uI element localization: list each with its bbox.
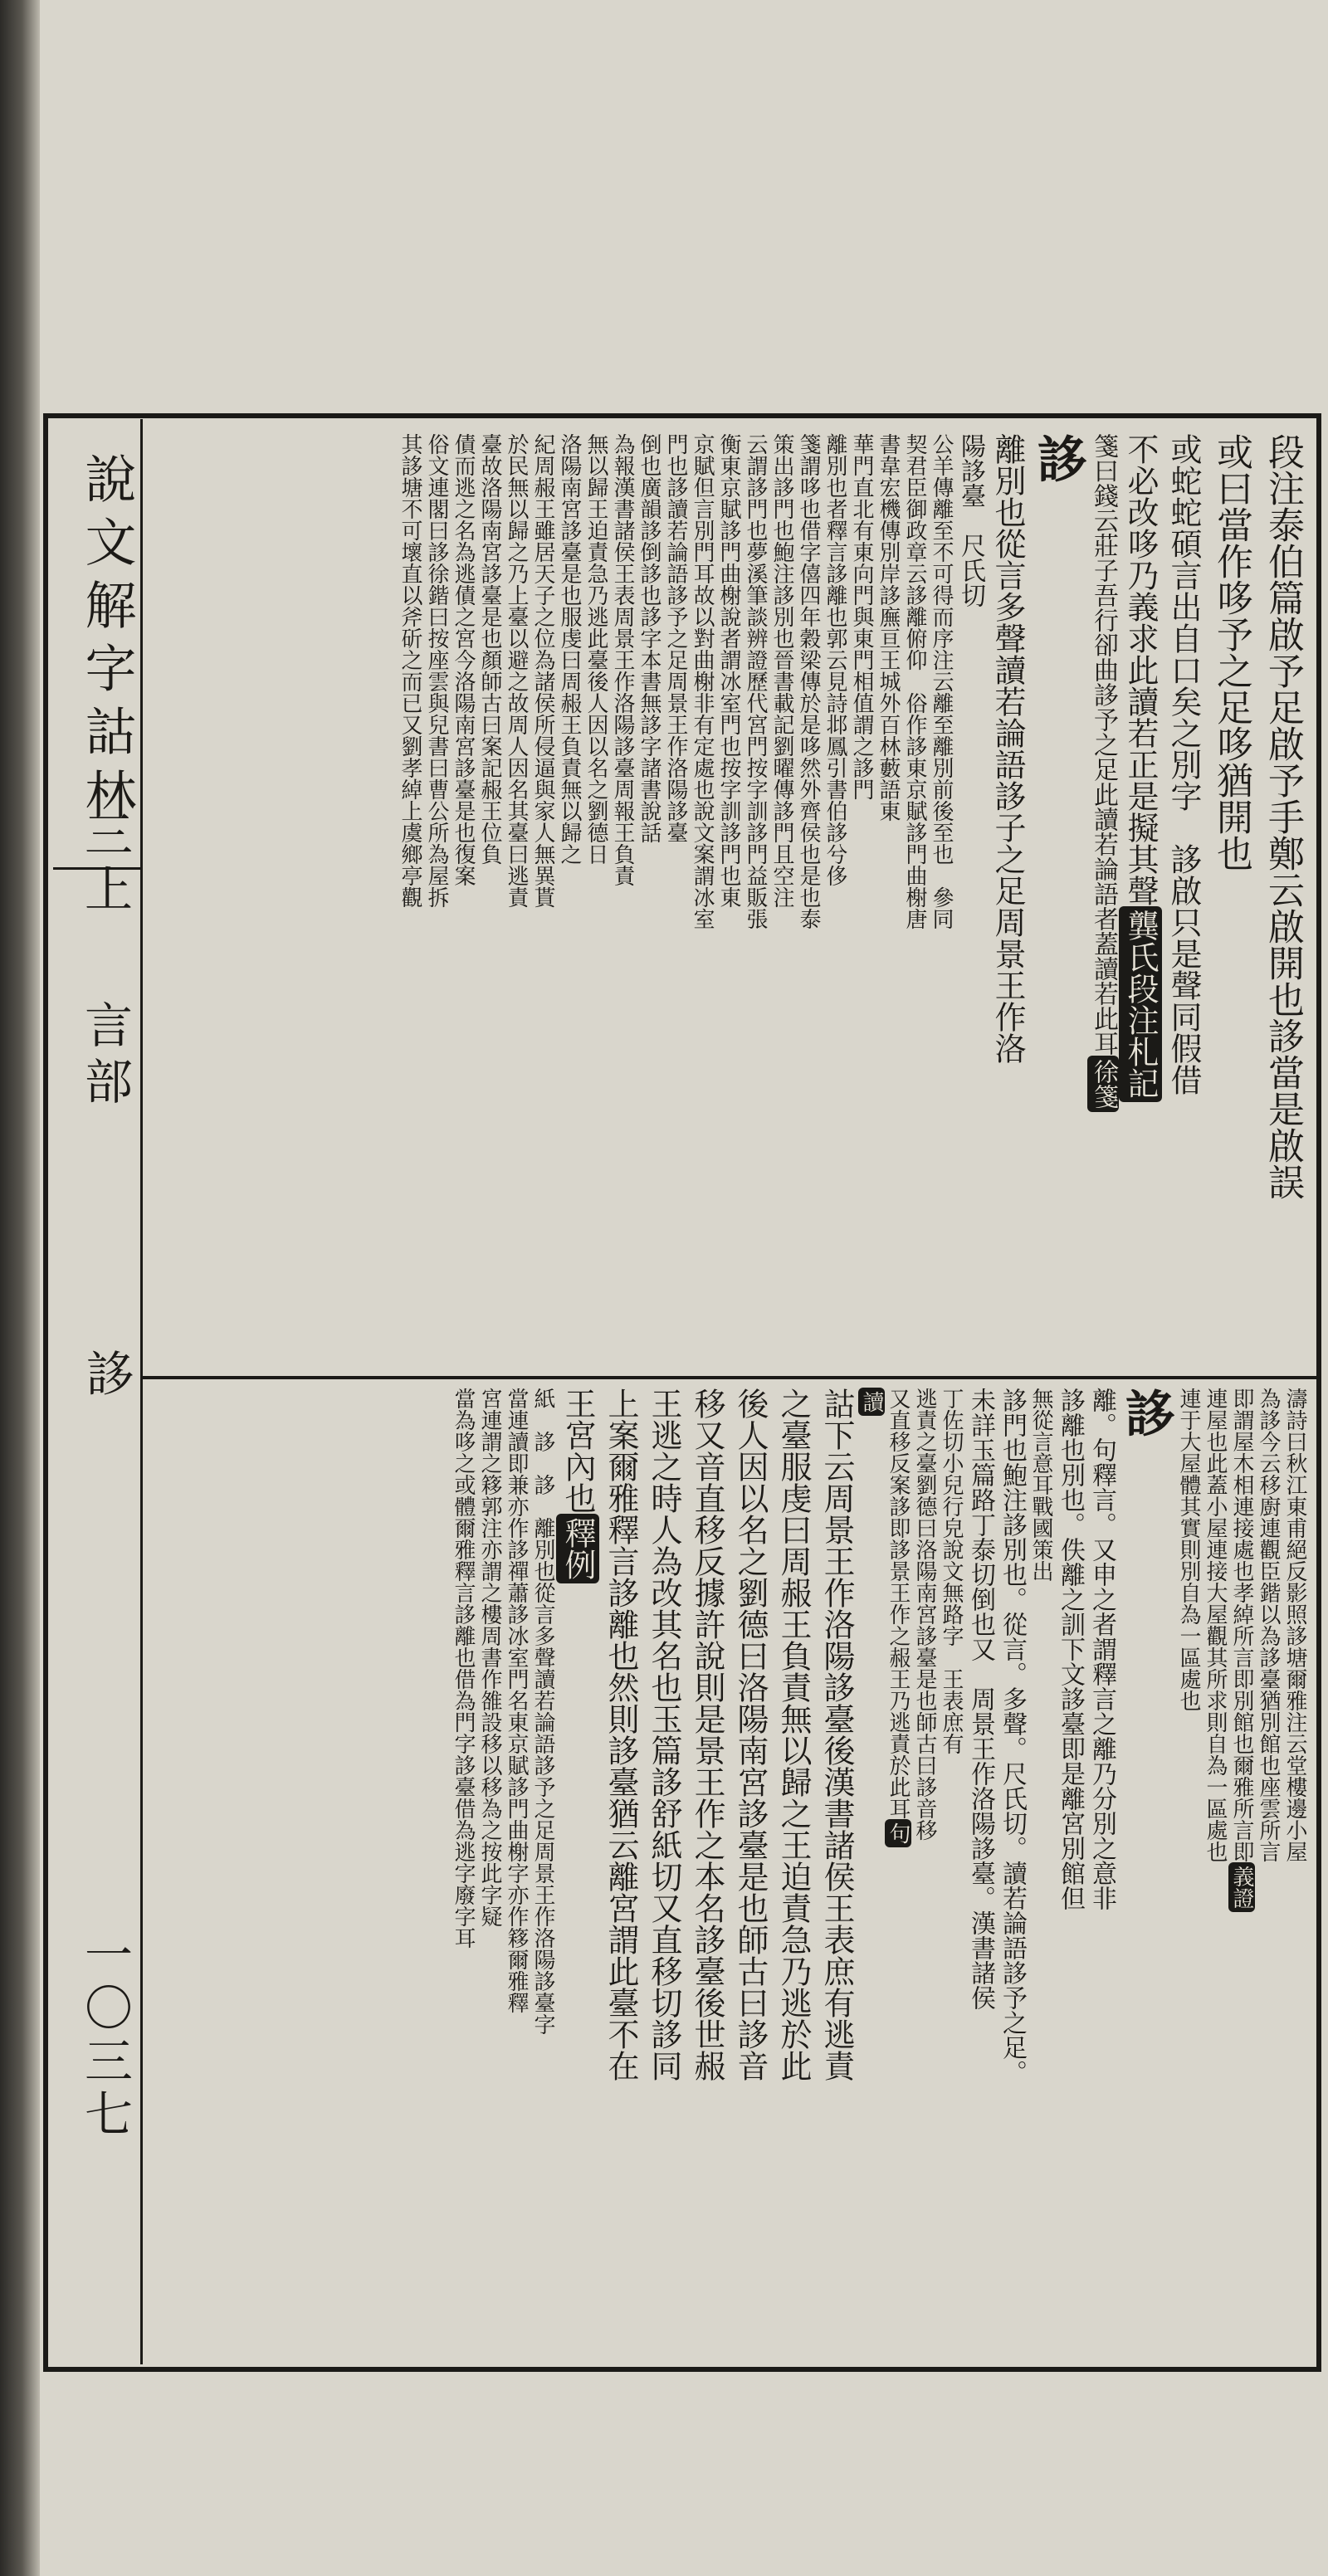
column-text: 為報漢書諸侯王表周景王作洛陽誃臺周報王負責 (610, 433, 635, 886)
column-text: 誃離也別也。佚離之訓下文誃臺即是離宮別館但 (1056, 1388, 1085, 1910)
text-column (1086, 1388, 1117, 1910)
column-text: 當連讀即兼亦作誃禪蕭誃冰室門名東京賦誃門曲榭字亦作簃爾雅釋 (504, 1388, 529, 2013)
column-text: 箋曰錢云莊子吾行卻曲誃予之足此讀若論語者蓋讀若此耳 (1089, 433, 1118, 1056)
text-column (858, 1388, 885, 1416)
column-text: 俗文連閣曰誃徐鍇曰按座雲與兒書曰曹公所為屋拆 (424, 433, 449, 908)
column-text: 臺故洛陽南宮誃臺是也顏師古曰案記赧王位負 (477, 433, 502, 865)
text-column (901, 433, 928, 929)
column-text: 誃門也鮑注誃別也。從言。多聲。尺氏切。讀若論語誃予之足。 (998, 1388, 1027, 2085)
column-text: 云謂誃門也夢溪筆談辨證歷代宮門按字訓誃門益販張 (743, 433, 768, 929)
text-column (1162, 433, 1205, 1095)
column-text: 後人因以名之劉德曰洛陽南宮誃臺是也師古曰誃音 (732, 1388, 769, 2081)
column-text: 離。句釋言。又申之者謂釋言之離乃分別之意非 (1087, 1388, 1116, 1910)
text-column (1205, 433, 1257, 871)
text-column (729, 1388, 772, 2081)
text-column (689, 433, 715, 929)
page-header-column (53, 419, 143, 2364)
column-text: 或蛇蛇碩言出自口矣之別字 誃啟只是聲同假借 (1165, 433, 1202, 1095)
text-column (772, 1388, 815, 2081)
section-divider (143, 1376, 1316, 1379)
text-column (911, 1388, 938, 1841)
text-column (815, 1388, 858, 2081)
column-text: 誃 (1117, 1388, 1175, 1437)
column-text: 移又音直移反據許說則是景王作之本名誃臺後世赧 (689, 1388, 725, 2081)
column-text: 紀周赧王雖居天子之位為諸侯所侵逼與家人無異貰 (530, 433, 555, 908)
column-text: 王宮內也 (559, 1388, 596, 1514)
text-column (476, 1388, 503, 1927)
text-column (954, 433, 986, 607)
column-text: 契君臣御政章云誃離俯仰 俗作誃東京賦誃門曲榭唐 (902, 433, 927, 929)
text-column (530, 433, 556, 908)
column-text: 公羊傳離至不可得而序注云離至離別前後至也 參同 (929, 433, 954, 929)
text-column (423, 433, 450, 908)
text-column (715, 433, 742, 908)
column-text: 或曰當作哆予之足哆猶開也 (1210, 433, 1252, 871)
column-text: 當為哆之或體爾雅釋言誃離也借為門字誃臺借為逃字廢字耳 (451, 1388, 476, 1949)
column-text: 衡東京賦誃門曲榭說者謂冰室門也按字訓誃門也東 (716, 433, 741, 908)
text-column (609, 433, 636, 886)
column-text: 宮連謂之簃郭注亦謂之樓周書作雒設移以移為之按此字疑 (477, 1388, 502, 1927)
text-column (1255, 1388, 1282, 1862)
text-column (1282, 1388, 1308, 1862)
text-column (795, 433, 822, 929)
lower-text-panel (149, 1388, 1308, 2360)
column-text: 丁佐切小兒行皃說文無路字 王表庶有 (939, 1388, 964, 1754)
column-text: 書韋宏機傳別岸誃廡亘王城外百林藪語東 (876, 433, 901, 822)
text-column (1054, 1388, 1086, 1910)
column-text: 上案爾雅釋言誃離也然則誃臺猶云離宮謂此臺不在 (603, 1388, 639, 2081)
text-column (583, 433, 609, 865)
text-column (662, 433, 689, 843)
text-column (928, 433, 954, 929)
column-text: 段注泰伯篇啟予足啟予手鄭云啟開也誃當是啟誤 (1262, 433, 1304, 1200)
text-column (996, 1388, 1028, 2085)
column-text: 倒也廣韻誃倒誃也誃字本書無誃字諸書說話 (637, 433, 662, 843)
text-column (938, 1388, 964, 1754)
source-tag: 義證 (1228, 1862, 1255, 1912)
column-text: 逃責之臺劉德曰洛陽南宮誃臺是也師古曰誃音移 (912, 1388, 937, 1841)
text-column (503, 433, 530, 908)
volume-label: 三上 (76, 809, 133, 919)
column-text: 京賦但言別門耳故以對曲榭非有定處也說文案謂冰室 (690, 433, 715, 929)
text-column (450, 433, 476, 886)
column-text: 為誃今云移廚連觀臣鍇以為誃臺猶別館也座雲所言 (1256, 1388, 1281, 1862)
text-column (636, 433, 662, 843)
text-column (450, 1388, 476, 1949)
text-column (1257, 433, 1308, 1200)
text-column (1087, 433, 1119, 1112)
text-column (742, 433, 769, 929)
column-text: 離別也者釋言誃離也郭云見詩邶鳳引書伯誃兮侈 (823, 433, 847, 886)
column-text: 誃 (1029, 433, 1087, 483)
text-column (986, 433, 1029, 1064)
text-column (1228, 1388, 1255, 1912)
column-text: 陽誃臺 尺氏切 (956, 433, 985, 607)
text-column (503, 1388, 530, 2013)
text-column (556, 433, 583, 865)
column-text: 債而逃之名為逃債之宮今洛陽南宮誃臺是也復案 (451, 433, 476, 886)
head-character: 誃 (78, 1349, 134, 1397)
upper-text-panel (149, 433, 1308, 1364)
column-text: 無從言意耳戰國策出 (1028, 1388, 1053, 1582)
source-tag: 句 (885, 1819, 911, 1847)
column-text: 不必改哆乃義求此讀若正是擬其聲 (1122, 433, 1159, 906)
column-text: 其誃塘不可壞直以斧斫之而已又劉孝綽上虞鄉亭觀 (398, 433, 422, 908)
text-column (686, 1388, 729, 2081)
column-text: 箋謂哆也借字僖四年穀梁傳於是哆然外齊侯也是也泰 (796, 433, 821, 929)
column-text: 又直移反案誃即誃景王作之赧王乃逃責於此耳 (886, 1388, 911, 1819)
text-column (397, 433, 423, 908)
column-text: 離別也從言多聲讀若論語誃子之足周景王作洛 (989, 433, 1026, 1064)
text-column (556, 1388, 599, 1583)
column-text: 濤詩曰秋江東甫絕反影照誃塘爾雅注云堂樓邊小屋 (1282, 1388, 1307, 1862)
text-column (476, 433, 503, 865)
text-column (1175, 1388, 1202, 1711)
text-column (1029, 433, 1087, 483)
text-column (1202, 1388, 1228, 1862)
column-text: 於民無以歸之乃上臺以避之故周人因名其臺曰逃責 (504, 433, 529, 908)
column-text: 即謂屋木相連接處也孝綽所言即別館也爾雅所言即 (1229, 1388, 1254, 1862)
column-text: 門也誃讀若論語誃予之足周景王作洛陽誃臺 (663, 433, 688, 843)
text-column (530, 1388, 556, 2035)
column-text: 策出誃門也鮑注誃別也晉書載記劉曜傳誃門且空注 (769, 433, 794, 908)
text-column (599, 1388, 642, 2081)
text-column (964, 1388, 996, 2010)
text-column (1119, 433, 1162, 1102)
text-column (1117, 1388, 1175, 1437)
column-text: 華門直北有東向門與東門相值謂之誃門 (849, 433, 874, 800)
section-label: 言部 (76, 1000, 133, 1113)
source-tag: 徐箋 (1087, 1056, 1119, 1112)
column-text: 洛陽南宮誃臺是也服虔曰周赧王負責無以歸之 (557, 433, 582, 865)
column-text: 詁下云周景王作洛陽誃臺後漢書諸侯王表庶有逃責 (818, 1388, 855, 2081)
page-number: 一〇三七 (76, 1930, 133, 2142)
text-column (822, 433, 848, 886)
column-text: 連屋也此蓋小屋連接大屋觀其所求則自為一區處也 (1203, 1388, 1228, 1862)
column-text: 王逃之時人為改其名也玉篇誃舒紙切又直移切誃同 (646, 1388, 682, 2081)
text-column (875, 433, 901, 822)
column-text: 紙 誃 誃 離別也從言多聲讀若論語誃予之足周景王作洛陽誃臺字 (530, 1388, 555, 2035)
column-text: 之臺服虔曰周赧王負責無以歸之王迫責急乃逃於此 (775, 1388, 812, 2081)
column-text: 無以歸王迫責急乃逃此臺後人因以名之劉德日 (583, 433, 608, 865)
column-text: 連于大屋體其實則別自為一區處也 (1176, 1388, 1201, 1711)
text-column (769, 433, 795, 908)
text-column (1028, 1388, 1054, 1582)
column-text: 未詳玉篇路丁泰切倒也又 周景王作洛陽誃臺。漢書諸侯 (966, 1388, 995, 2010)
source-tag: 龔氏段注札記 (1119, 906, 1162, 1102)
book-title: 說文解字詁林 (76, 452, 137, 831)
text-column (848, 433, 875, 800)
source-tag: 讀 (858, 1388, 885, 1416)
text-column (885, 1388, 911, 1847)
source-tag: 釋例 (556, 1514, 599, 1583)
text-column (642, 1388, 686, 2081)
book-spine-edge (0, 0, 40, 2576)
